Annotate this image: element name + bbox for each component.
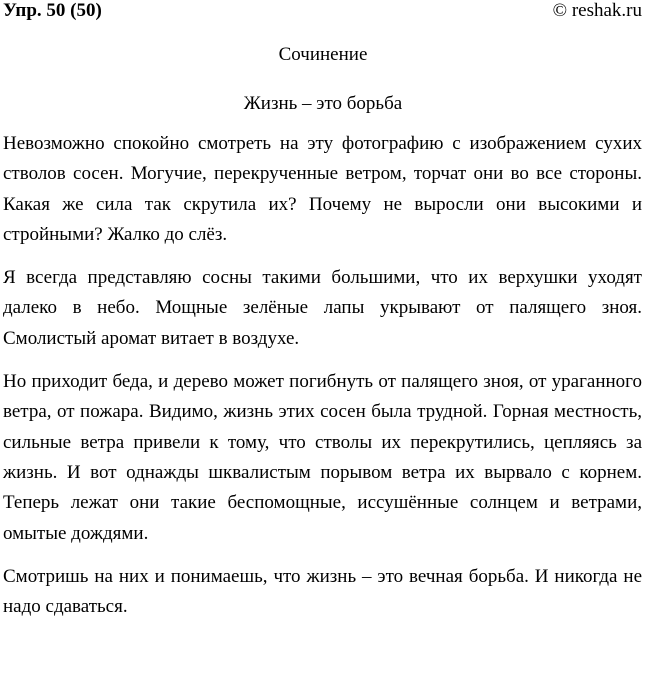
exercise-number: Упр. 50 (50) [3, 0, 102, 21]
page-header [0, 0, 646, 28]
paragraph: Смотришь на них и понимаешь, что жизнь – это вечная борьба. И никогда не надо сдаваться. [3, 565, 642, 618]
essay-body [3, 129, 642, 635]
paragraph: Но приходит беда, и дерево может погибнуть от палящего зноя, от ураганного ветра, от пожара. Видимо, жизнь этих сосен была трудной. Горная местность, сильные ветра привели к тому, что стволы их перекрутились, цепляясь за жизнь. И вот однажды шквалистым порывом ветра их вырвало с корнем. Теперь лежат они такие беспомощные, иссушённые солнцем и ветрами, омытые дождями. [3, 371, 642, 544]
paragraph: Я всегда представляю сосны такими большими, что их верхушки уходят далеко в небо. Мощные зелёные лапы укрывают от палящего зноя. Смолистый аромат витает в воздухе. [3, 267, 642, 349]
essay-title: Жизнь – это борьба [243, 93, 403, 114]
source-credit: © reshak.ru [552, 0, 642, 21]
essay-genre: Сочинение [278, 44, 368, 65]
paragraph: Невозможно спокойно смотреть на эту фотографию с изображением сухих стволов сосен. Могучие, перекрученные ветром, торчат они во все стороны. Какая же сила так скрутила их? Почему не выросли они высокими и стройными? Жалко до слёз. [3, 133, 642, 245]
